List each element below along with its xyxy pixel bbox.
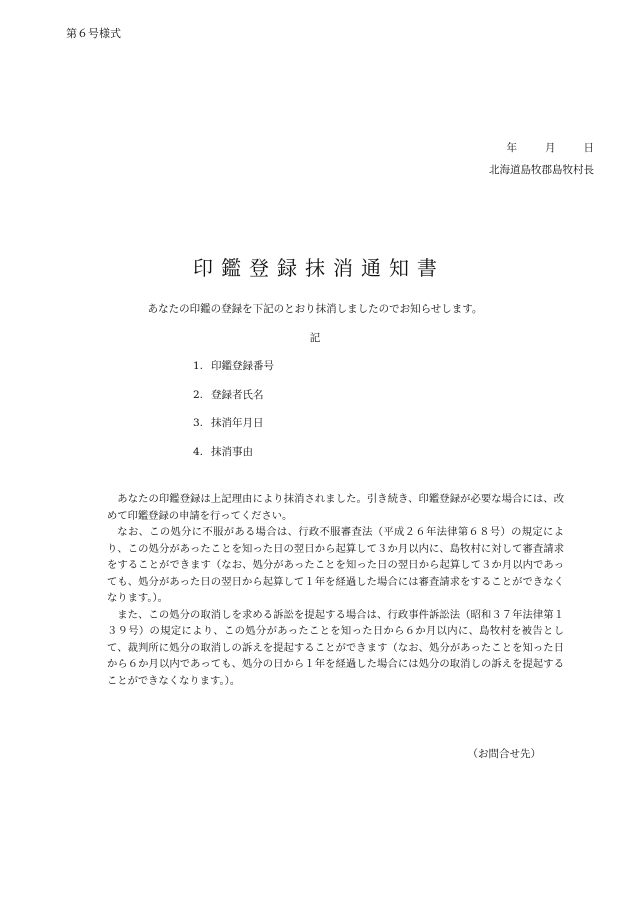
paragraph: また、この処分の取消しを求める訴訟を提起する場合は、行政事件訴訟法（昭和３７年法律第１３９号）の規定により、この処分があったことを知った日から６か月以内に、島牧村を被告として、裁判所に処分の取消しの訴えを提起することができます（なお、処分があったことを知った日から６か月以内であっても、処分の日から１年を経過した場合には処分の取消しの訴えを提起することができなくなります。）。: [107, 608, 564, 687]
ki-heading: 記: [309, 332, 321, 344]
item-label: 抹消事由: [211, 445, 253, 458]
paragraph: あなたの印鑑登録は上記理由により抹消されました。引き続き、印鑑登録が必要な場合には、改めて印鑑登録の申請を行ってください。: [107, 493, 564, 522]
date-line: [507, 140, 595, 155]
day-label: 日: [583, 142, 594, 154]
paragraph: なお、この処分に不服がある場合は、行政不服審査法（平成２６年法律第６８号）の規定により、この処分があったことを知った日の翌日から起算して３か月以内に、島牧村に対して審査請求をすることができます（なお、処分があったことを知った日の翌日から起算して３か月以内であっても、処分があった日の翌日から起算して１年を経過した場合には審査請求をすることができなくなります。）。: [107, 526, 564, 604]
list-item: [193, 359, 274, 388]
item-number: 4.: [193, 445, 204, 458]
year-label: 年: [506, 142, 517, 154]
list-item: [193, 416, 274, 445]
item-number: 2.: [193, 388, 204, 401]
issuer-name: 北海道島牧郡島牧村長: [489, 164, 594, 176]
document-title: 印鑑登録抹消通知書: [193, 256, 445, 280]
body-text: [107, 491, 564, 689]
contact-label: （お問合せ先）: [467, 748, 541, 760]
item-number: 3.: [193, 417, 204, 429]
item-label: 登録者氏名: [211, 388, 264, 401]
item-label: 抹消年月日: [211, 417, 264, 429]
intro-text: あなたの印鑑の登録を下記のとおり抹消しましたのでお知らせします。: [147, 303, 483, 315]
item-label: 印鑑登録番号: [211, 360, 274, 372]
list-item: [193, 445, 274, 474]
item-number: 1.: [193, 360, 204, 372]
list-item: [193, 388, 274, 417]
item-list: [193, 359, 274, 473]
form-number: 第６号様式: [66, 27, 121, 40]
month-label: 月: [545, 142, 556, 154]
